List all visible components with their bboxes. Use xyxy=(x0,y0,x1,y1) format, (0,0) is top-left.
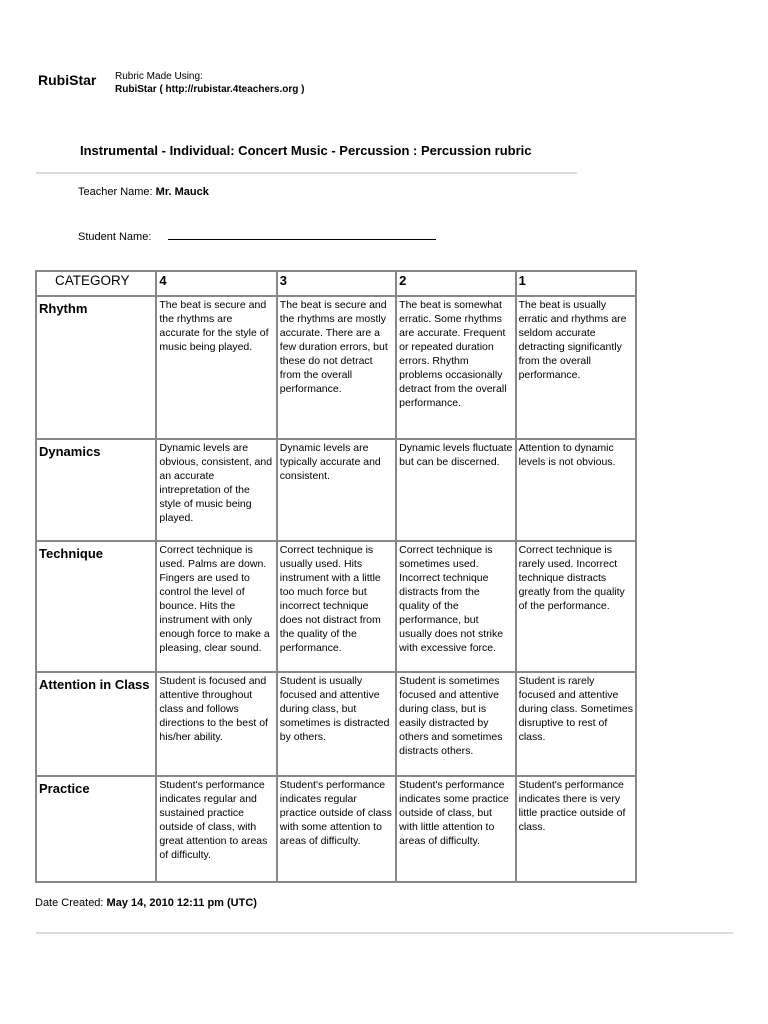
rubric-cell: Student is focused and attentive throughout class and follows directions to the best of his/her ability. xyxy=(156,672,276,776)
rubric-cell: The beat is somewhat erratic. Some rhythms are accurate. Frequent or repeated duration errors. Rhythm problems occasionally detract from the overall performance. xyxy=(396,296,515,439)
table-row xyxy=(36,541,636,672)
rubric-cell: The beat is secure and the rhythms are accurate for the style of music being played. xyxy=(156,296,276,439)
rubric-cell: Dynamic levels are typically accurate and consistent. xyxy=(277,439,396,541)
table-row xyxy=(36,296,636,439)
rubric-cell: Student's performance indicates some practice outside of class, but with little attention to areas of difficulty. xyxy=(396,776,515,882)
rubric-cell: Dynamic levels are obvious, consistent, and an accurate intrepretation of the style of music being played. xyxy=(156,439,276,541)
date-created-row xyxy=(35,897,257,909)
row-category: Practice xyxy=(36,776,156,882)
rubric-cell: Student is sometimes focused and attentive during class, but is easily distracted by others and sometimes distracts others. xyxy=(396,672,515,776)
student-name-label: Student Name: xyxy=(78,231,152,243)
rubric-cell: Dynamic levels fluctuate but can be discerned. xyxy=(396,439,515,541)
rubric-cell: Correct technique is sometimes used. Incorrect technique distracts from the quality of the performance, but usually does not strike with excessive force. xyxy=(396,541,515,672)
teacher-name-row xyxy=(78,186,209,198)
made-using-label: Rubric Made Using: xyxy=(115,71,203,82)
student-name-row xyxy=(78,229,436,243)
rubric-cell: Attention to dynamic levels is not obvious. xyxy=(516,439,636,541)
rubric-cell: Correct technique is rarely used. Incorrect technique distracts greatly from the quality of the performance. xyxy=(516,541,636,672)
title-divider xyxy=(36,172,577,174)
rubric-cell: Correct technique is usually used. Hits instrument with a little too much force but incorrect technique does not distract from the quality of the performance. xyxy=(277,541,396,672)
date-created-label: Date Created: xyxy=(35,897,104,909)
footer-divider xyxy=(36,932,733,934)
rubric-cell: Student is usually focused and attentive during class, but sometimes is distracted by others. xyxy=(277,672,396,776)
row-category: Rhythm xyxy=(36,296,156,439)
made-using-note xyxy=(115,70,304,96)
rubric-cell: The beat is secure and the rhythms are mostly accurate. There are a few duration errors, but these do not detract from the overall performance. xyxy=(277,296,396,439)
rubistar-link[interactable]: RubiStar ( http://rubistar.4teachers.org ) xyxy=(115,84,305,95)
row-category: Attention in Class xyxy=(36,672,156,776)
row-category: Dynamics xyxy=(36,439,156,541)
table-row xyxy=(36,672,636,776)
student-name-blank xyxy=(168,229,436,240)
teacher-name-value: Mr. Mauck xyxy=(155,186,209,198)
rubric-cell: Student is rarely focused and attentive during class. Sometimes disruptive to rest of class. xyxy=(516,672,636,776)
row-category: Technique xyxy=(36,541,156,672)
header-score-2: 2 xyxy=(396,271,515,296)
date-created-value: May 14, 2010 12:11 pm (UTC) xyxy=(106,897,257,909)
rubric-cell: Student's performance indicates there is very little practice outside of class. xyxy=(516,776,636,882)
header-score-4: 4 xyxy=(156,271,276,296)
header-score-1: 1 xyxy=(516,271,636,296)
table-row xyxy=(36,439,636,541)
rubric-cell: Student's performance indicates regular and sustained practice outside of class, with great attention to areas of difficulty. xyxy=(156,776,276,882)
rubric-cell: The beat is usually erratic and rhythms are seldom accurate detracting significantly from the overall performance. xyxy=(516,296,636,439)
rubric-cell: Student's performance indicates regular practice outside of class with some attention to areas of difficulty. xyxy=(277,776,396,882)
rubric-cell: Correct technique is used. Palms are down. Fingers are used to control the level of bounce. Hits the instrument with only enough force to make a pleasing, clear sound. xyxy=(156,541,276,672)
header-category: CATEGORY xyxy=(36,271,156,296)
header-score-3: 3 xyxy=(277,271,396,296)
rubric-title: Instrumental - Individual: Concert Music - Percussion : Percussion rubric xyxy=(80,143,532,158)
table-row xyxy=(36,776,636,882)
rubistar-logo: RubiStar xyxy=(38,72,97,88)
table-header-row xyxy=(36,271,636,296)
rubric-table xyxy=(35,270,637,883)
teacher-name-label: Teacher Name: xyxy=(78,186,153,198)
